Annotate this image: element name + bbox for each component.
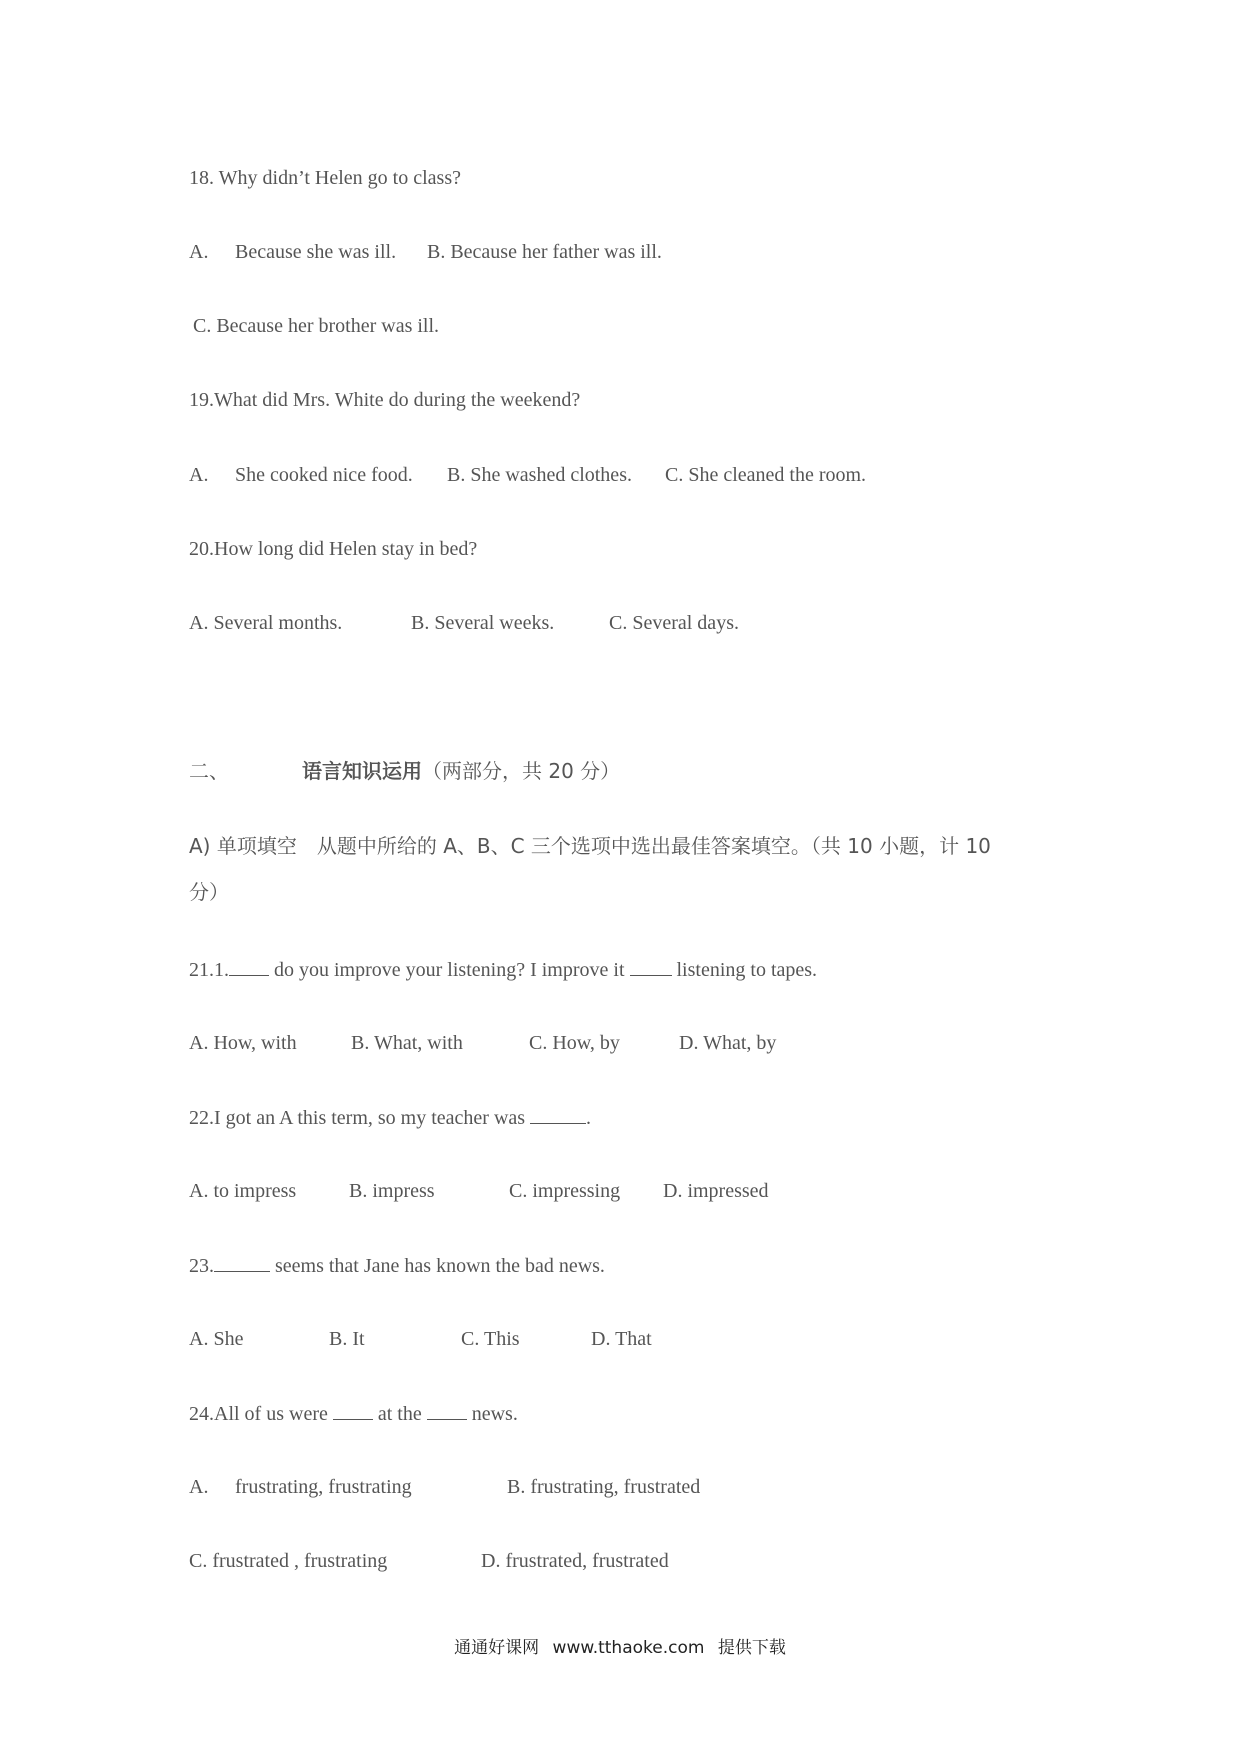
q23-question bbox=[189, 1253, 605, 1278]
q21-number: 21.1. bbox=[189, 959, 229, 981]
q23-number: 23. bbox=[189, 1255, 214, 1277]
q24-option-c: C. frustrated , frustrating bbox=[189, 1550, 388, 1572]
q18-question: 18. Why didn’t Helen go to class? bbox=[189, 167, 461, 189]
q20-option-a: A. Several months. bbox=[189, 612, 343, 634]
q22-option-b: B. impress bbox=[349, 1180, 435, 1202]
q18-option-a-label: A. bbox=[189, 241, 209, 263]
footer-suffix: 提供下载 bbox=[717, 1638, 786, 1658]
q23-option-d: D. That bbox=[591, 1328, 652, 1350]
q21-text-mid: do you improve your listening? I improve it bbox=[269, 959, 630, 981]
q24-question bbox=[189, 1401, 518, 1426]
q18-option-a: Because she was ill. bbox=[235, 241, 397, 263]
q20-question: 20.How long did Helen stay in bed? bbox=[189, 538, 478, 560]
q24-blank-2 bbox=[427, 1401, 467, 1420]
partA-instructions-line2: 分） bbox=[189, 880, 229, 904]
q19-option-c: C. She cleaned the room. bbox=[665, 464, 867, 486]
q19-option-b: B. She washed clothes. bbox=[447, 464, 632, 486]
q21-text-end: listening to tapes. bbox=[671, 959, 818, 981]
q21-option-b: B. What, with bbox=[351, 1032, 463, 1054]
page-footer bbox=[0, 1633, 1240, 1658]
footer-site-name: 通通好课网 bbox=[454, 1638, 540, 1658]
q22-option-c: C. impressing bbox=[509, 1180, 621, 1202]
q21-blank-1 bbox=[229, 957, 269, 976]
q21-option-a: A. How, with bbox=[189, 1032, 297, 1054]
q22-text: 22.I got an A this term, so my teacher was bbox=[189, 1107, 531, 1129]
q21-option-c: C. How, by bbox=[529, 1032, 620, 1054]
q19-option-a-label: A. bbox=[189, 464, 209, 486]
section2-title: 语言知识运用 bbox=[302, 759, 422, 783]
q22-blank bbox=[530, 1105, 586, 1124]
q24-option-a: frustrating, frustrating bbox=[235, 1476, 412, 1498]
q24-text: 24.All of us were bbox=[189, 1403, 333, 1425]
q20-option-b: B. Several weeks. bbox=[411, 612, 555, 634]
q24-text-end: news. bbox=[466, 1403, 518, 1425]
partA-instructions-line1: A) 单项填空 从题中所给的 A、B、C 三个选项中选出最佳答案填空。（共 10 小题，计 10 bbox=[189, 834, 991, 858]
q18-option-b: B. Because her father was ill. bbox=[427, 241, 662, 263]
section2-number: 二、 bbox=[189, 759, 229, 783]
q23-option-a: A. She bbox=[189, 1328, 244, 1350]
q23-option-c: C. This bbox=[461, 1328, 520, 1350]
section2-title-group bbox=[302, 759, 620, 783]
q24-option-d: D. frustrated, frustrated bbox=[481, 1550, 669, 1572]
q20-option-c: C. Several days. bbox=[609, 612, 739, 634]
q24-blank-1 bbox=[333, 1401, 373, 1420]
section2-note: （两部分，共 20 分） bbox=[422, 759, 621, 783]
q21-option-d: D. What, by bbox=[679, 1032, 777, 1054]
q22-option-d: D. impressed bbox=[663, 1180, 769, 1202]
q21-blank-2 bbox=[630, 957, 672, 976]
q22-text-end: . bbox=[586, 1107, 592, 1129]
q24-option-b: B. frustrating, frustrated bbox=[507, 1476, 701, 1498]
q24-text-mid: at the bbox=[372, 1403, 427, 1425]
footer-url-link[interactable]: www.tthaoke.com bbox=[552, 1638, 705, 1658]
q23-blank bbox=[214, 1253, 270, 1272]
q22-question bbox=[189, 1105, 591, 1130]
q18-option-c: C. Because her brother was ill. bbox=[193, 315, 440, 337]
q24-option-a-label: A. bbox=[189, 1476, 209, 1498]
q19-question: 19.What did Mrs. White do during the weekend? bbox=[189, 389, 581, 411]
q23-option-b: B. It bbox=[329, 1328, 365, 1350]
q23-text: seems that Jane has known the bad news. bbox=[270, 1255, 605, 1277]
q19-option-a: She cooked nice food. bbox=[235, 464, 413, 486]
q22-option-a: A. to impress bbox=[189, 1180, 297, 1202]
q21-question bbox=[189, 957, 817, 982]
